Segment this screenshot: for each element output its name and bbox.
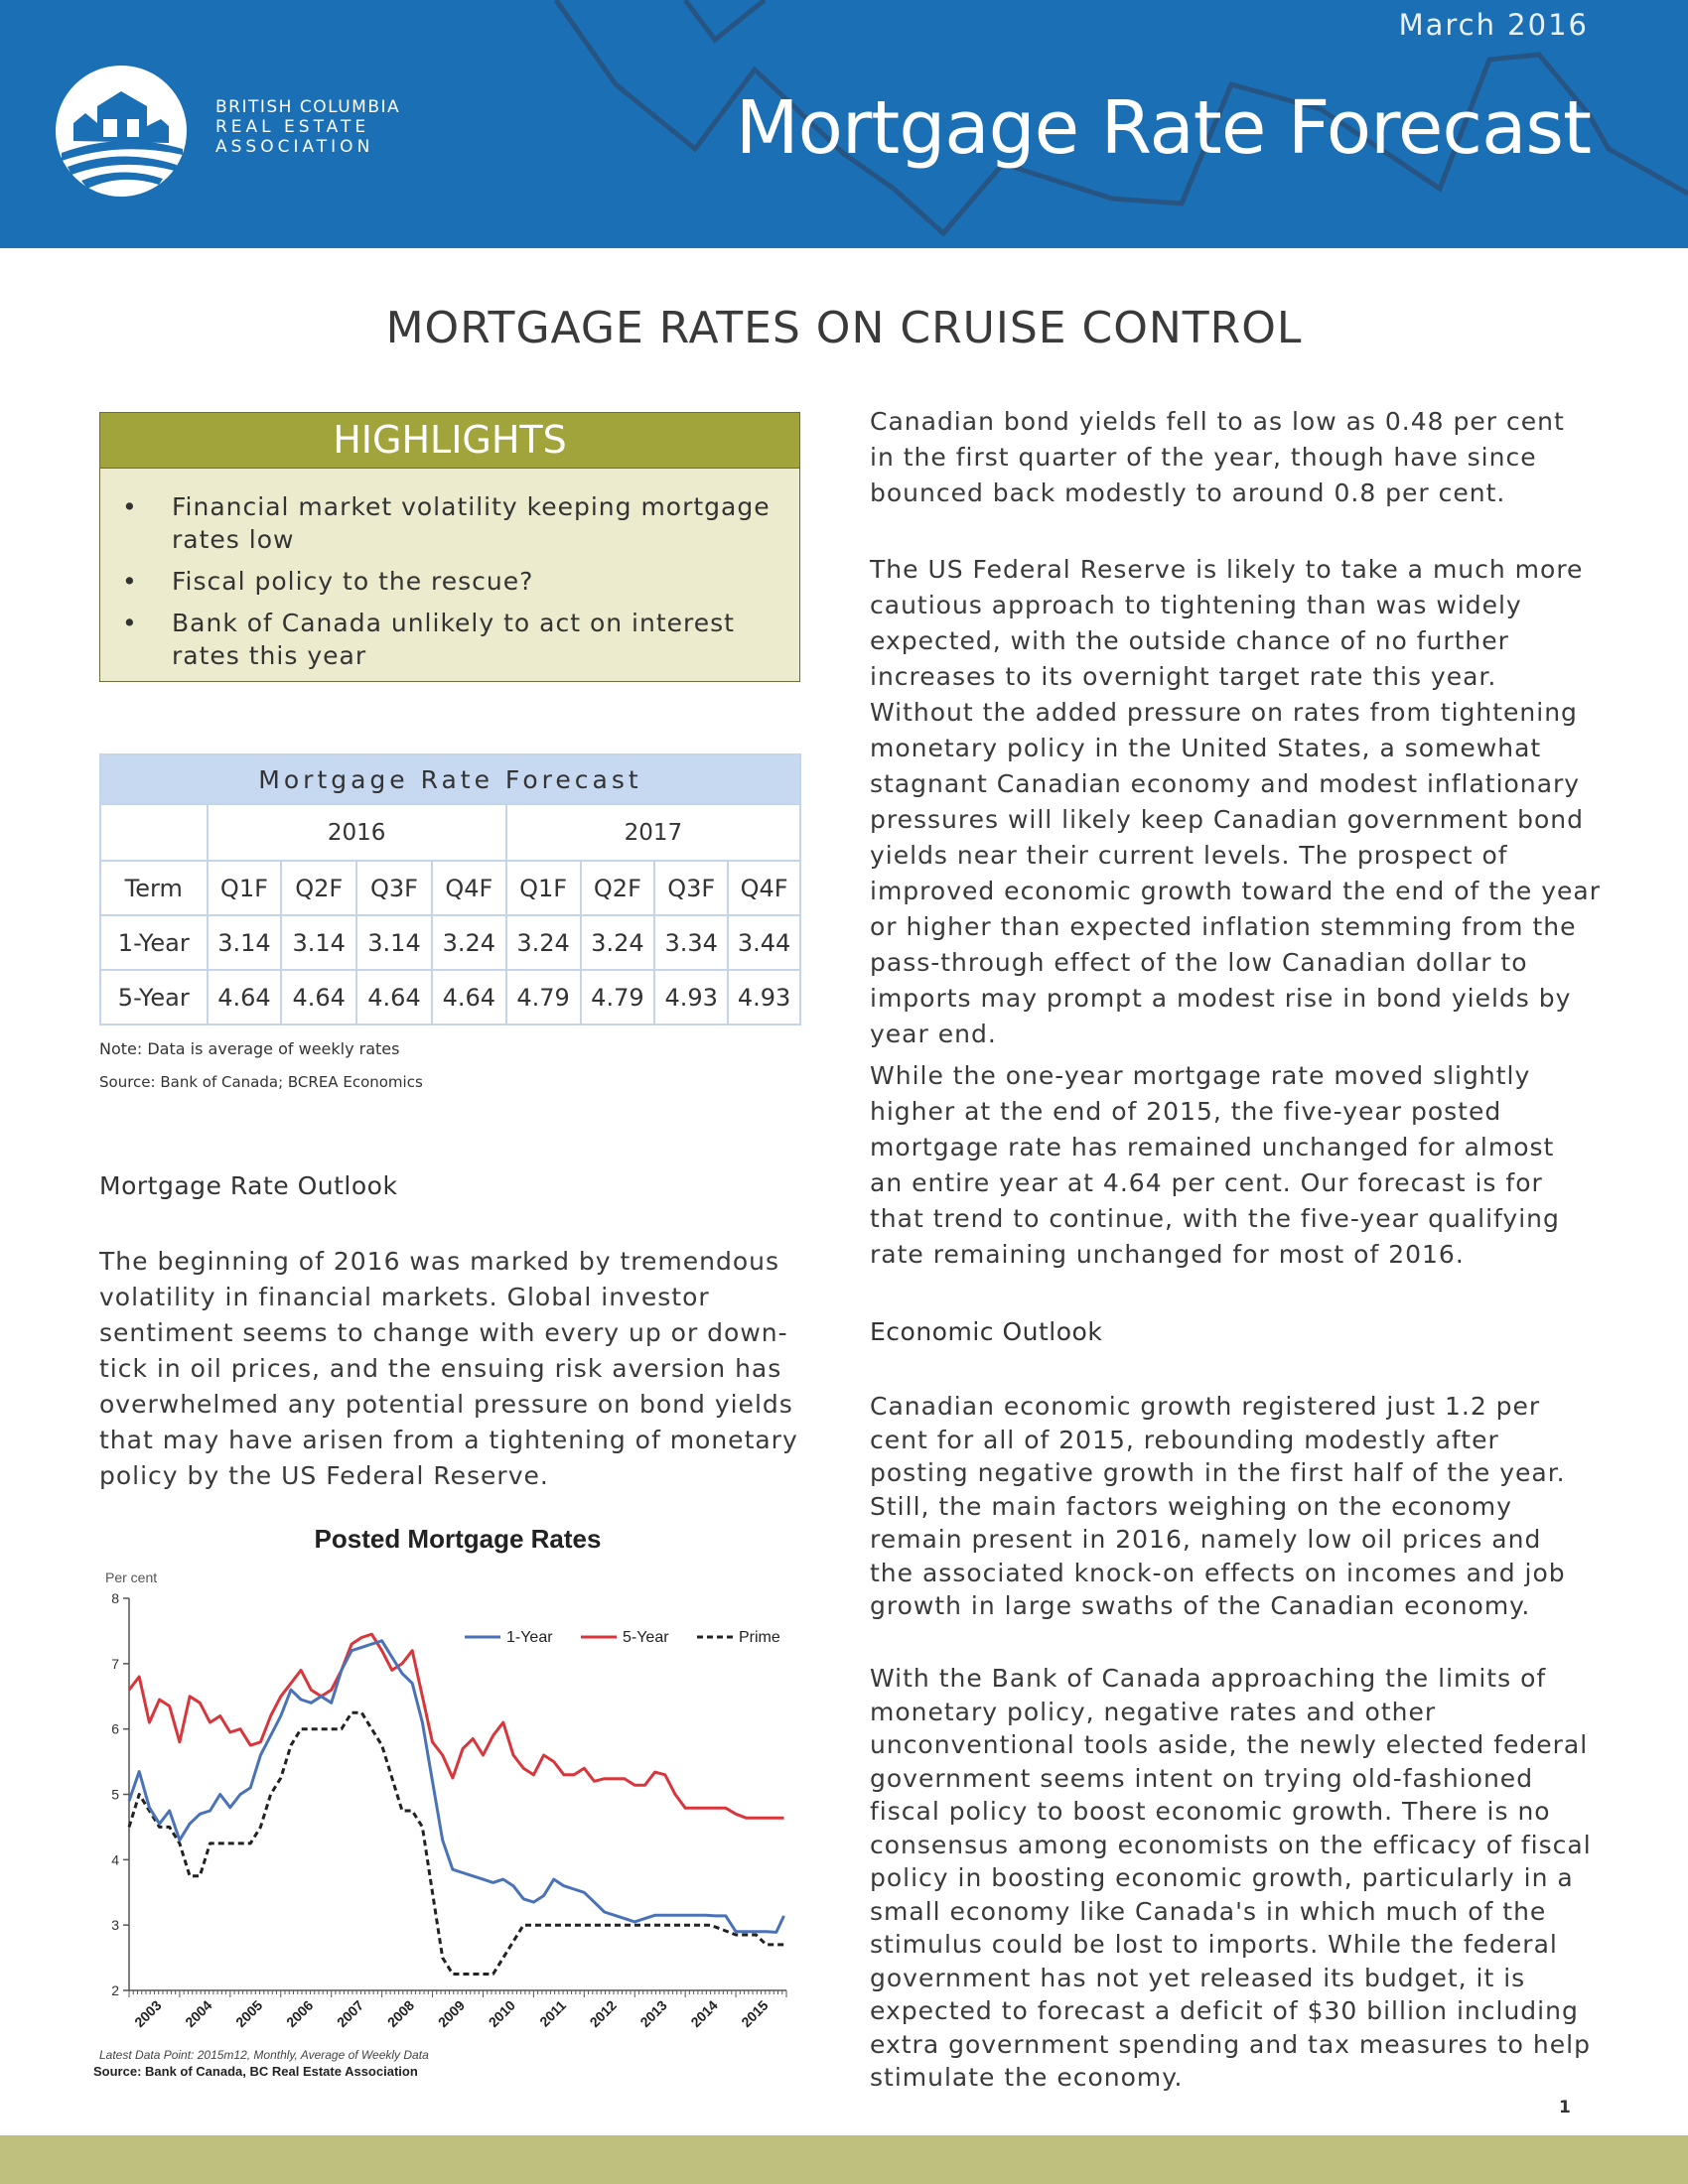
section-heading-mortgage-outlook: Mortgage Rate Outlook: [99, 1171, 398, 1200]
year-header: 2017: [506, 804, 800, 861]
paragraph-economic-growth: Canadian economic growth registered just 1.2 per cent for all of 2015, rebounding modestly after posting negative growth in the first half of the year. Still, the main factors weighing on the economy remain present in 2016, namely low oil prices and the associated knock-on effects on incomes and job growth in large swaths of the Canadian economy.: [870, 1392, 1566, 1620]
quarter-header: Q4F: [728, 861, 800, 915]
legend-label-1-year: 1-Year: [506, 1629, 553, 1646]
table-corner-cell: [100, 804, 208, 861]
report-title: Mortgage Rate Forecast: [735, 85, 1591, 171]
x-tick-label: 2009: [434, 1996, 469, 2031]
table-cell: 3.24: [581, 915, 655, 970]
y-tick-label: 5: [111, 1786, 119, 1803]
table-row: [100, 915, 800, 970]
term-header: Term: [100, 861, 208, 915]
x-tick-label: 2007: [333, 1996, 367, 2031]
y-axis-label: Per cent: [105, 1570, 158, 1585]
y-tick-label: 6: [111, 1720, 119, 1737]
quarter-header: Q1F: [506, 861, 581, 915]
header-banner: [0, 0, 1688, 248]
x-tick-label: 2011: [536, 1996, 569, 2030]
highlights-list: [100, 469, 799, 672]
chart-source: Source: Bank of Canada, BC Real Estate Association: [93, 2064, 418, 2079]
table-cell: 4.64: [356, 970, 432, 1024]
issue-date: March 2016: [1398, 8, 1589, 42]
page-headline: MORTGAGE RATES ON CRUISE CONTROL: [385, 303, 1303, 353]
quarter-header: Q3F: [654, 861, 728, 915]
quarter-header: Q2F: [581, 861, 655, 915]
paragraph-bond-yields: Canadian bond yields fell to as low as 0.48 per cent in the first quarter of the year, though have since bounced back modestly to around 0.8 per cent.: [870, 407, 1565, 507]
series-line-1-year: [129, 1641, 784, 1933]
row-label: 1-Year: [100, 915, 208, 970]
table-cell: 4.79: [506, 970, 581, 1024]
x-tick-label: 2012: [586, 1996, 620, 2031]
x-tick-label: 2004: [182, 1996, 215, 2031]
year-header: 2016: [208, 804, 506, 861]
highlight-item: • Fiscal policy to the rescue?: [100, 565, 799, 598]
table-cell: 3.44: [728, 915, 800, 970]
y-tick-label: 3: [111, 1917, 119, 1934]
row-label: 5-Year: [100, 970, 208, 1024]
page-number: 1: [1559, 2098, 1571, 2117]
highlights-box: [99, 412, 800, 682]
posted-mortgage-rates-chart: [70, 1514, 814, 2090]
quarter-header: Q4F: [432, 861, 506, 915]
series-line-prime: [129, 1712, 784, 1974]
y-tick-label: 2: [111, 1982, 119, 1998]
highlight-item: • Bank of Canada unlikely to act on interest rates this year: [100, 607, 799, 672]
table-cell: 3.24: [432, 915, 506, 970]
table-cell: 4.64: [432, 970, 506, 1024]
chart-title: Posted Mortgage Rates: [314, 1524, 602, 1554]
highlight-item: • Financial market volatility keeping mortgage rates low: [100, 490, 799, 556]
paragraph-posted-rates: While the one-year mortgage rate moved slightly higher at the end of 2015, the five-year posted mortgage rate has remained unchanged for almost an entire year at 4.64 per cent. Our forecast is for that trend to continue, with the five-year qualifying rate remaining unchanged for most of 2016.: [870, 1061, 1560, 1269]
x-tick-label: 2005: [232, 1996, 266, 2031]
table-cell: 4.64: [281, 970, 356, 1024]
table-cell: 3.34: [654, 915, 728, 970]
series-line-5-year: [129, 1634, 784, 1818]
y-tick-label: 4: [111, 1851, 119, 1868]
forecast-table: [99, 753, 801, 1025]
table-cell: 3.14: [281, 915, 356, 970]
table-cell: 3.24: [506, 915, 581, 970]
y-tick-label: 8: [111, 1590, 119, 1606]
table-cell: 3.14: [356, 915, 432, 970]
org-line-1: BRITISH COLUMBIA: [215, 97, 401, 117]
x-tick-label: 2013: [636, 1996, 670, 2031]
chart-footnote: Latest Data Point: 2015m12, Monthly, Average of Weekly Data: [99, 2048, 429, 2062]
x-tick-label: 2010: [485, 1996, 519, 2031]
y-tick-label: 7: [111, 1655, 119, 1672]
table-cell: 4.79: [581, 970, 655, 1024]
organization-name: [215, 97, 400, 157]
table-note: Note: Data is average of weekly rates: [99, 1039, 400, 1058]
paragraph-federal-reserve: The US Federal Reserve is likely to take a much more cautious approach to tightening than was widely expected, with the outside chance of no further increases to its overnight target rate this year. Without the added pressure on rates from tightening monetary policy in the United States, a somewhat stagnant Canadian economy and modest inflationary pressures will likely keep Canadian government bond yields near their current levels. The prospect of improved economic growth toward the end of the year or higher than expected inflation stemming from the pass-through effect of the low Canadian dollar to imports may prompt a modest rise in bond yields by year end.: [870, 555, 1601, 1048]
quarter-header: Q1F: [208, 861, 282, 915]
quarter-header: Q2F: [281, 861, 356, 915]
x-tick-label: 2015: [738, 1996, 772, 2031]
table-source: Source: Bank of Canada; BCREA Economics: [99, 1073, 423, 1091]
org-line-2: REAL ESTATE: [215, 117, 370, 137]
paragraph-mortgage-outlook: The beginning of 2016 was marked by tremendous volatility in financial markets. Global investor sentiment seems to change with every up or down-tick in oil prices, and the ensuing risk aversion has overwhelmed any potential pressure on bond yields that may have arisen from a tightening of monetary policy by the US Federal Reserve.: [99, 1247, 798, 1490]
table-row: [100, 970, 800, 1024]
footer-bar: [0, 2135, 1688, 2184]
x-tick-label: 2014: [687, 1996, 721, 2031]
table-caption: Mortgage Rate Forecast: [100, 754, 800, 804]
legend-label-5-year: 5-Year: [623, 1629, 669, 1646]
quarter-header: Q3F: [356, 861, 432, 915]
table-cell: 3.14: [208, 915, 282, 970]
x-tick-label: 2006: [283, 1996, 317, 2031]
brand-logo: [52, 62, 201, 201]
x-tick-label: 2003: [131, 1996, 165, 2031]
table-cell: 4.64: [208, 970, 282, 1024]
table-cell: 4.93: [728, 970, 800, 1024]
legend-label-prime: Prime: [739, 1629, 780, 1646]
org-line-3: ASSOCIATION: [215, 137, 374, 157]
table-cell: 4.93: [654, 970, 728, 1024]
highlights-title: HIGHLIGHTS: [100, 413, 799, 469]
paragraph-fiscal-policy: With the Bank of Canada approaching the limits of monetary policy, negative rates and other unconventional tools aside, the newly elected federal government seems intent on trying old-fashioned fiscal policy to boost economic growth. There is no consensus among economists on the efficacy of fiscal policy in boosting economic growth, particularly in a small economy like Canada's in which much of the stimulus could be lost to imports. While the federal government has not yet released its budget, it is expected to forecast a deficit of $30 billion including extra government spending and tax measures to help stimulate the economy.: [870, 1664, 1592, 2092]
x-tick-label: 2008: [383, 1996, 418, 2031]
section-heading-economic-outlook: Economic Outlook: [870, 1317, 1103, 1346]
